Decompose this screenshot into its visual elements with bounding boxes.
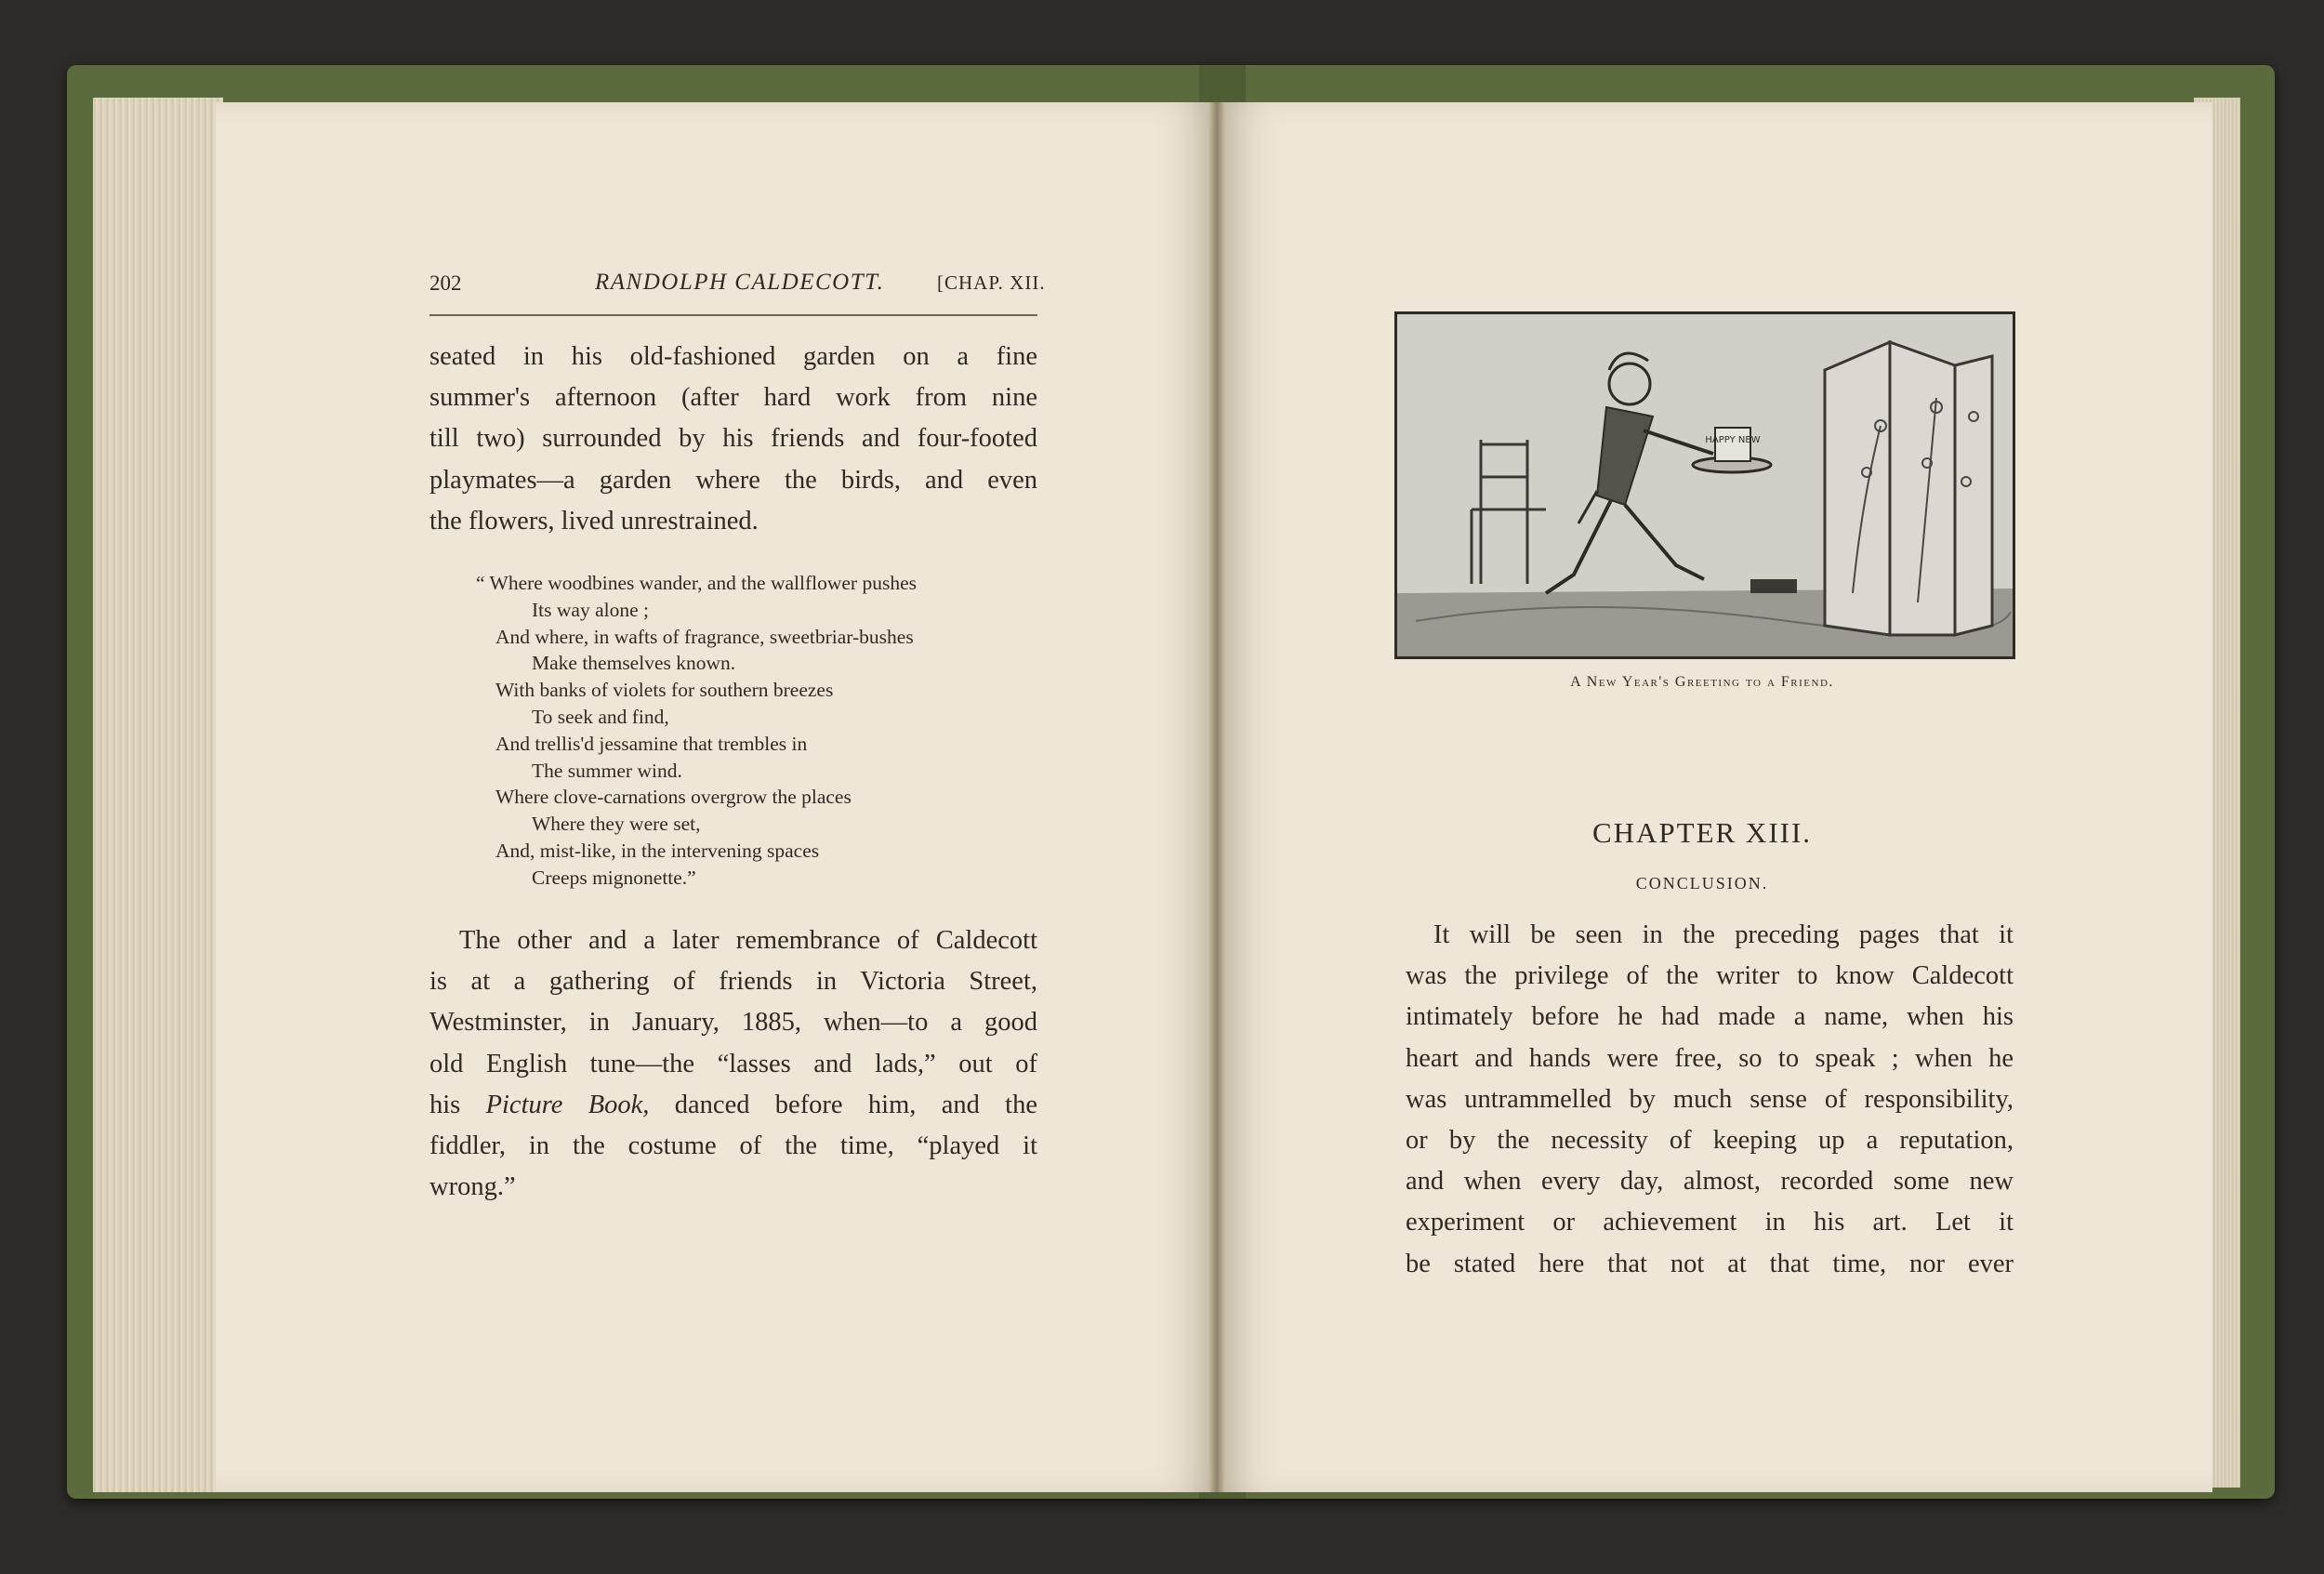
- folding-screen: [1825, 342, 1992, 635]
- chapter-heading: CHAPTER XIII.: [1591, 816, 1813, 849]
- poem-line: Where they were set,: [532, 813, 701, 836]
- text-line: It will be seen in the preceding pages that it: [1433, 920, 2014, 949]
- text-line: [429, 1085, 1037, 1126]
- text-line: Westminster, in January, 1885, when—to a good: [429, 1008, 1037, 1038]
- chapter-subtitle: CONCLUSION.: [1635, 874, 1769, 893]
- book-gutter: [1208, 102, 1225, 1492]
- poem-line: The summer wind.: [532, 759, 682, 782]
- poem-line: Where clove-carnations overgrow the places: [495, 786, 852, 809]
- text-line: intimately before he had made a name, when his: [1406, 1002, 2014, 1032]
- book-title-italic: Picture Book,: [485, 1090, 650, 1119]
- illustration-drawing: [1397, 314, 2013, 656]
- text-line: is at a gathering of friends in Victoria Street,: [429, 967, 1037, 997]
- text-fragment: danced before him, and the: [674, 1090, 1037, 1119]
- poem-line: “ Where woodbines wander, and the wallflower pushes: [476, 572, 917, 594]
- page-number: 202: [429, 271, 462, 295]
- text-line: The other and a later remembrance of Caldecott: [459, 926, 1037, 955]
- text-line: be stated here that not at that time, nor ever: [1406, 1249, 2014, 1278]
- text-line: or by the necessity of keeping up a reputation,: [1406, 1126, 2014, 1156]
- poem-line: And, mist-like, in the intervening spaces: [495, 839, 820, 862]
- poem-line: And where, in wafts of fragrance, sweetbriar-bushes: [495, 625, 914, 648]
- header-rule: [429, 314, 1037, 316]
- illustration-new-years-greeting: [1394, 311, 2015, 659]
- text-line: till two) surrounded by his friends and four-footed: [429, 424, 1037, 454]
- poem-quotation: [476, 570, 1004, 892]
- poem-line: With banks of violets for southern breezes: [495, 679, 834, 702]
- paragraph-garden: [429, 337, 1037, 542]
- poem-line: And trellis'd jessamine that trembles in: [495, 732, 808, 755]
- text-line: and when every day, almost, recorded some new: [1406, 1167, 2014, 1197]
- footstool: [1750, 579, 1797, 593]
- text-fragment: his: [429, 1090, 461, 1119]
- text-line: old English tune—the “lasses and lads,” out of: [429, 1049, 1037, 1078]
- poem-line: Make themselves known.: [532, 652, 736, 675]
- running-title: RANDOLPH CALDECOTT.: [595, 270, 885, 295]
- text-line: was the privilege of the writer to know Caldecott: [1406, 961, 2014, 991]
- text-line: fiddler, in the costume of the time, “played it: [429, 1131, 1037, 1161]
- text-line: seated in his old-fashioned garden on a fine: [429, 342, 1037, 371]
- text-line: wrong.”: [429, 1172, 516, 1202]
- text-line: playmates—a garden where the birds, and even: [429, 465, 1037, 495]
- paragraph-remembrance: [429, 920, 1037, 1208]
- poem-line: Its way alone ;: [532, 598, 649, 621]
- running-chapter: [CHAP. XII.: [937, 271, 1046, 294]
- text-line: experiment or achievement in his art. Let it: [1406, 1208, 2014, 1237]
- paragraph-conclusion: [1406, 915, 2014, 1285]
- poem-line: To seek and find,: [532, 705, 669, 728]
- text-line: was untrammelled by much sense of responsibility,: [1406, 1084, 2014, 1114]
- text-line: the flowers, lived unrestrained.: [429, 506, 759, 536]
- text-line: heart and hands were free, so to speak ; when he: [1406, 1043, 2014, 1073]
- left-page-edges: [93, 98, 223, 1492]
- text-line: summer's afternoon (after hard work from nine: [429, 383, 1037, 413]
- sign-text: HAPPY NEW: [1705, 435, 1761, 445]
- poem-line: Creeps mignonette.”: [532, 866, 696, 889]
- illustration-caption: A New Year's Greeting to a Friend.: [1570, 674, 1834, 690]
